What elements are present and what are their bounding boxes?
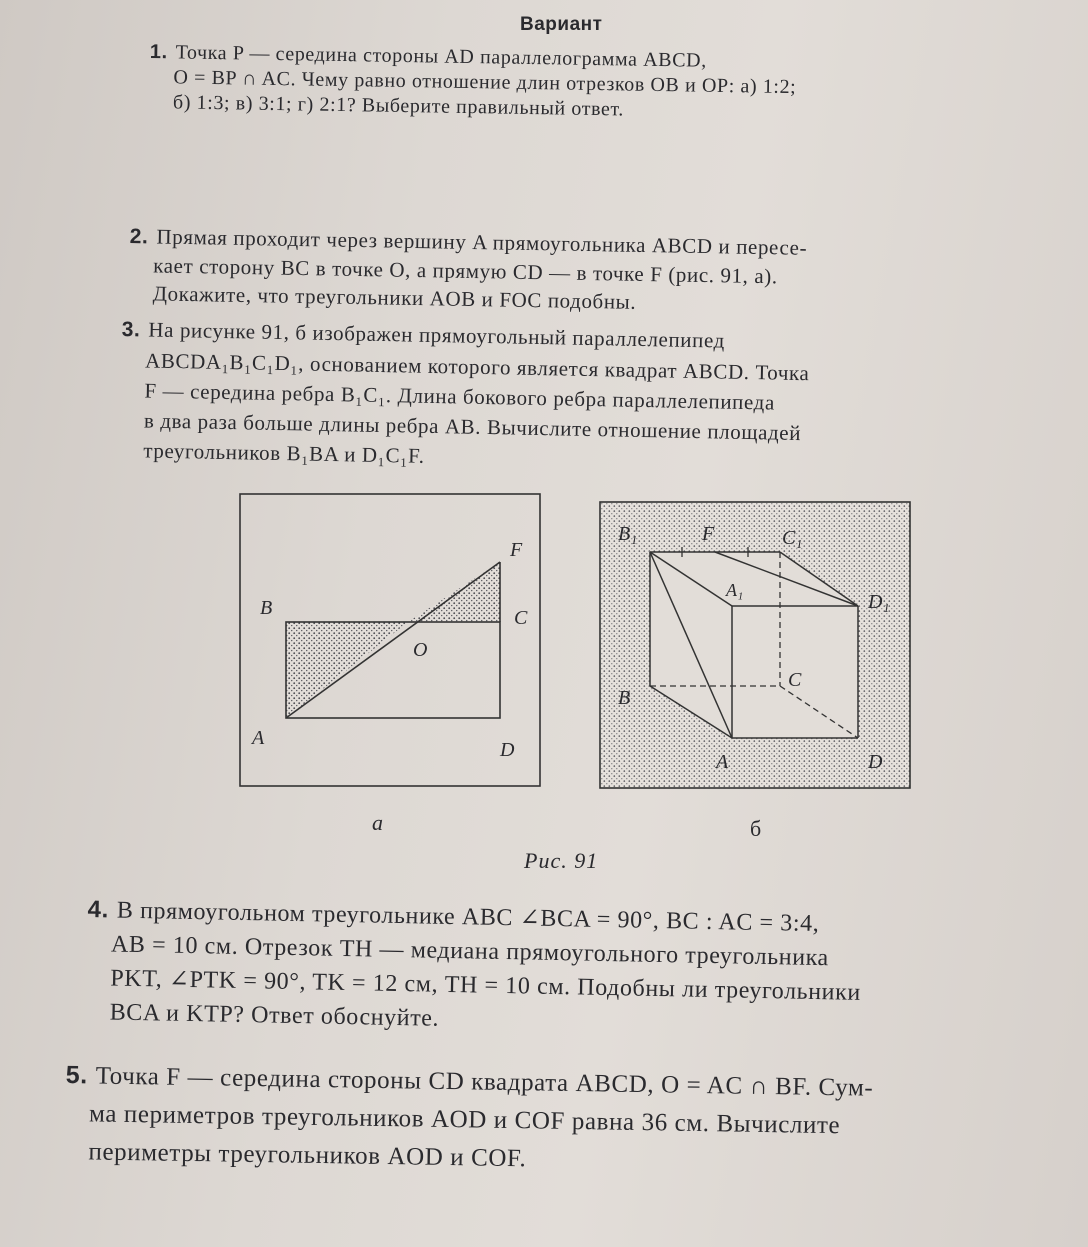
figure-caption: Рис. 91: [524, 848, 599, 873]
point-c1-label: C₁: [782, 527, 803, 549]
point-b-label: B: [260, 597, 273, 619]
figure-b-drawing: [598, 500, 914, 792]
task-line: PKT, ∠PTK = 90°, TK = 12 см, TH = 10 см. Подобны ли треугольники: [110, 965, 862, 1006]
point-c-label: C: [514, 607, 528, 629]
point-a-label: A: [252, 727, 265, 749]
task-line: На рисунке 91, б изображен прямоугольный параллелепипед: [148, 317, 726, 353]
task-line: Прямая проходит через вершину A прямоугольника ABCD и пересе-: [156, 224, 808, 260]
task-5: [64, 1056, 873, 1184]
figure-a-frame: [240, 494, 540, 786]
task-line: ABCDA₁B₁C₁D₁, основанием которого является квадрат ABCD. Точка: [144, 348, 810, 386]
point-a-label: A: [716, 751, 729, 773]
task-number: 3.: [121, 317, 141, 342]
task-line: периметры треугольников AOD и COF.: [88, 1138, 527, 1173]
point-c-label: C: [788, 669, 802, 691]
point-d-label: D: [868, 751, 883, 773]
task-1: [149, 40, 797, 125]
task-line: кает сторону BC в точке O, а прямую CD — в точке F (рис. 91, а).: [153, 253, 778, 289]
task-line: ма периметров треугольников AOD и COF равна 36 см. Вычислите: [88, 1100, 841, 1140]
point-f-label: F: [702, 523, 715, 545]
task-number: 2.: [129, 224, 149, 249]
figure-a: [238, 492, 544, 797]
figure-b: [598, 500, 914, 797]
point-a1-label: A₁: [726, 580, 744, 600]
point-d-label: D: [500, 739, 515, 761]
task-line: O = BP ∩ AC. Чему равно отношение длин отрезков OB и OP: а) 1:2;: [173, 66, 797, 99]
point-b1-label: B₁: [618, 523, 638, 545]
task-number: 4.: [87, 895, 110, 924]
task-3: [119, 314, 810, 478]
figure-a-drawing: [238, 492, 544, 792]
task-line: Докажите, что треугольники AOB и FOC подобны.: [152, 281, 637, 314]
point-d1-label: D₁: [868, 591, 890, 613]
figure-a-label: а: [372, 810, 383, 835]
task-number: 1.: [149, 40, 168, 64]
task-line: треугольников B₁BA и D₁C₁F.: [143, 438, 425, 468]
task-line: F — середина ребра B₁C₁. Длина бокового ребра параллелепипеда: [144, 378, 776, 415]
triangle-foc-fill: [408, 562, 500, 622]
point-o-label: O: [413, 639, 428, 661]
point-b-label: B: [618, 687, 631, 709]
task-4: [85, 893, 862, 1044]
task-line: б) 1:3; в) 3:1; г) 2:1? Выберите правильный ответ.: [172, 91, 625, 121]
figure-b-label: б: [750, 816, 762, 841]
task-2: [129, 222, 808, 319]
point-f-label: F: [510, 539, 523, 561]
task-line: в два раза больше длины ребра AB. Вычислите отношение площадей: [143, 408, 802, 446]
task-line: Точка P — середина стороны AD параллелограмма ABCD,: [175, 41, 707, 72]
task-line: AB = 10 см. Отрезок TH — медиана прямоугольного треугольника: [110, 931, 830, 972]
task-line: BCA и KTP? Ответ обоснуйте.: [109, 999, 440, 1032]
task-number: 5.: [65, 1060, 88, 1090]
variant-heading: Вариант: [520, 14, 603, 35]
task-line: В прямоугольном треугольнике ABC ∠BCA = 90°, BC : AC = 3:4,: [116, 897, 820, 938]
task-line: Точка F — середина стороны CD квадрата ABCD, O = AC ∩ BF. Сум-: [95, 1062, 874, 1102]
triangle-aob-fill: [286, 622, 408, 718]
